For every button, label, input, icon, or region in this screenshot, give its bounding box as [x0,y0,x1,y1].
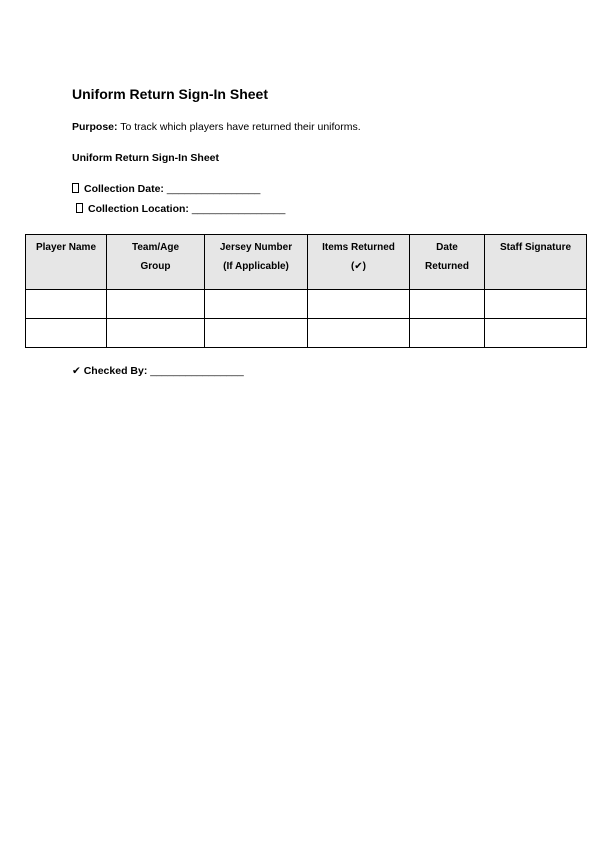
table-cell[interactable] [107,319,205,348]
table-cell[interactable] [308,319,410,348]
collection-date-blank[interactable]: ________________ [166,183,261,195]
column-header-jersey-number: Jersey Number (If Applicable) [205,235,308,290]
checkbox-icon [76,203,83,213]
table-cell[interactable] [485,290,587,319]
collection-date-label: Collection Date: [84,183,164,195]
checked-by-field [72,365,244,377]
table-header-row [26,235,587,290]
table-cell[interactable] [107,290,205,319]
table-cell[interactable] [205,290,308,319]
table-row [26,290,587,319]
table-cell[interactable] [485,319,587,348]
purpose-label: Purpose: [72,121,118,133]
purpose-line [72,121,361,133]
column-header-date-returned: Date Returned [410,235,485,290]
table-cell[interactable] [205,319,308,348]
column-header-team-age-group: Team/Age Group [107,235,205,290]
checkbox-icon [72,183,79,193]
document-title: Uniform Return Sign-In Sheet [72,86,268,102]
collection-location-label: Collection Location: [88,203,189,215]
collection-location-blank[interactable]: ________________ [191,203,286,215]
table-row [26,319,587,348]
checked-by-label: ✔ Checked By: [72,365,148,377]
table-cell[interactable] [308,290,410,319]
table-cell[interactable] [26,290,107,319]
collection-date-field [72,183,260,195]
table-cell[interactable] [410,319,485,348]
column-header-items-returned: Items Returned (✔) [308,235,410,290]
collection-location-field [76,203,285,215]
column-header-staff-signature: Staff Signature [485,235,587,290]
table-cell[interactable] [410,290,485,319]
checked-by-blank[interactable]: ________________ [150,365,244,377]
table-cell[interactable] [26,319,107,348]
sign-in-table [25,234,587,348]
section-subtitle: Uniform Return Sign-In Sheet [72,152,219,164]
purpose-text: To track which players have returned their uniforms. [117,121,361,133]
column-header-player-name: Player Name [26,235,107,290]
